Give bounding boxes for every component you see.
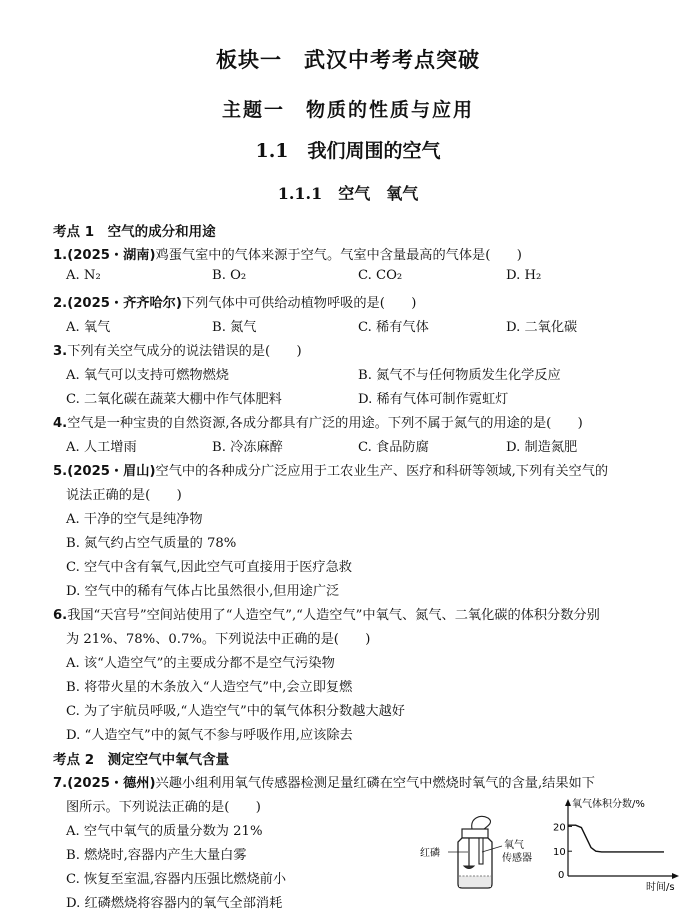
label-phosphorus: 红磷 [420, 848, 440, 859]
option-d[interactable]: D. 红磷燃烧将容器内的氧气全部消耗 [66, 896, 283, 911]
sensor-probe [479, 838, 483, 864]
y-axis-arrow [565, 799, 571, 806]
question-7-stem-cont: 图所示。下列说法正确的是( ) [66, 800, 261, 815]
option-a[interactable]: A. 该“人造空气”的主要成分都不是空气污染物 [66, 656, 335, 671]
theme-title: 主题一 物质的性质与应用 [221, 99, 474, 121]
oxygen-chart [548, 792, 688, 892]
question-2-stem: 2.(2025・齐齐哈尔)下列气体中可供给动植物呼吸的是( ) [53, 296, 417, 311]
option-c[interactable]: C. 恢复至室温,容器内压强比燃烧前小 [66, 872, 287, 887]
option-a[interactable]: A. 干净的空气是纯净物 [66, 512, 203, 527]
option-c[interactable]: C. 为了宇航员呼吸,“人造空气”中的氧气体积分数越大越好 [66, 704, 405, 719]
option-b[interactable]: B. O₂ [212, 268, 247, 283]
option-d[interactable]: D. 二氧化碳 [506, 320, 578, 335]
question-1-stem: 1.(2025・湖南)鸡蛋气室中的气体来源于空气。气室中含量最高的气体是( ) [53, 248, 522, 263]
topic-heading: 考点 2 测定空气中氧气含量 [53, 752, 230, 768]
option-b[interactable]: B. 燃烧时,容器内产生大量白雾 [66, 848, 247, 863]
option-d[interactable]: D. 空气中的稀有气体占比虽然很小,但用途广泛 [66, 584, 340, 599]
option-c[interactable]: C. 食品防腐 [358, 440, 429, 455]
option-b[interactable]: B. 氮气不与任何物质发生化学反应 [358, 368, 561, 383]
option-a[interactable]: A. 人工增雨 [66, 440, 137, 455]
series-line [568, 825, 664, 852]
x-axis-arrow [672, 873, 679, 879]
option-d[interactable]: D. “人造空气”中的氮气不参与呼吸作用,应该除去 [66, 728, 353, 743]
label-sensor-1: 氧气 [504, 840, 524, 851]
origin-label: 0 [558, 870, 565, 881]
y-axis-label: 氧气体积分数/% [572, 799, 645, 810]
question-6-stem-cont: 为 21%、78%、0.7%。下列说法中正确的是( ) [66, 632, 371, 647]
option-b[interactable]: B. 冷冻麻醉 [212, 440, 283, 455]
option-a[interactable]: A. 氧气 [66, 320, 111, 335]
option-a[interactable]: A. N₂ [66, 268, 101, 283]
y-tick-label: 10 [553, 847, 566, 859]
question-6-stem: 6.我国“天宫号”空间站使用了“人造空气”,“人造空气”中氧气、氮气、二氧化碳的体积分数分别 [53, 608, 600, 623]
label-sensor-2: 传感器 [502, 853, 532, 864]
option-b[interactable]: B. 氮气约占空气质量的 78% [66, 536, 237, 551]
option-b[interactable]: B. 将带火星的木条放入“人造空气”中,会立即复燃 [66, 680, 353, 695]
section-title: 板块一 武汉中考考点突破 [216, 47, 480, 72]
option-d[interactable]: D. H₂ [506, 268, 542, 283]
x-axis-label: 时间/s [646, 882, 675, 892]
topic-heading: 考点 1 空气的成分和用途 [53, 224, 216, 240]
question-5-stem: 5.(2025・眉山)空气中的各种成分广泛应用于工农业生产、医疗和科研等领域,下列有关空气的 [53, 464, 609, 479]
stopper [462, 829, 488, 838]
y-tick-label: 20 [553, 822, 566, 834]
apparatus-diagram [418, 812, 550, 894]
water-layer [459, 876, 491, 887]
option-c[interactable]: C. 二氧化碳在蔬菜大棚中作气体肥料 [66, 392, 282, 407]
chapter-title: 1.1 我们周围的空气 [255, 140, 441, 162]
question-7-stem: 7.(2025・德州)兴趣小组利用氧气传感器检测足量红磷在空气中燃烧时氧气的含量,结果如下 [53, 776, 595, 791]
question-4-stem: 4.空气是一种宝贵的自然资源,各成分都具有广泛的用途。下列不属于氮气的用途的是( ) [53, 416, 583, 431]
option-c[interactable]: C. 稀有气体 [358, 320, 429, 335]
subchapter-title: 1.1.1 空气 氧气 [277, 184, 419, 203]
option-b[interactable]: B. 氮气 [212, 320, 257, 335]
option-a[interactable]: A. 氧气可以支持可燃物燃烧 [66, 368, 229, 383]
option-d[interactable]: D. 稀有气体可制作霓虹灯 [358, 392, 509, 407]
option-a[interactable]: A. 空气中氧气的质量分数为 21% [66, 824, 263, 839]
question-5-stem-cont: 说法正确的是( ) [66, 488, 182, 503]
option-d[interactable]: D. 制造氮肥 [506, 440, 578, 455]
option-c[interactable]: C. CO₂ [358, 268, 403, 283]
option-c[interactable]: C. 空气中含有氧气,因此空气可直接用于医疗急救 [66, 560, 352, 575]
question-3-stem: 3.下列有关空气成分的说法错误的是( ) [53, 344, 302, 359]
sensor-wire [472, 816, 491, 829]
